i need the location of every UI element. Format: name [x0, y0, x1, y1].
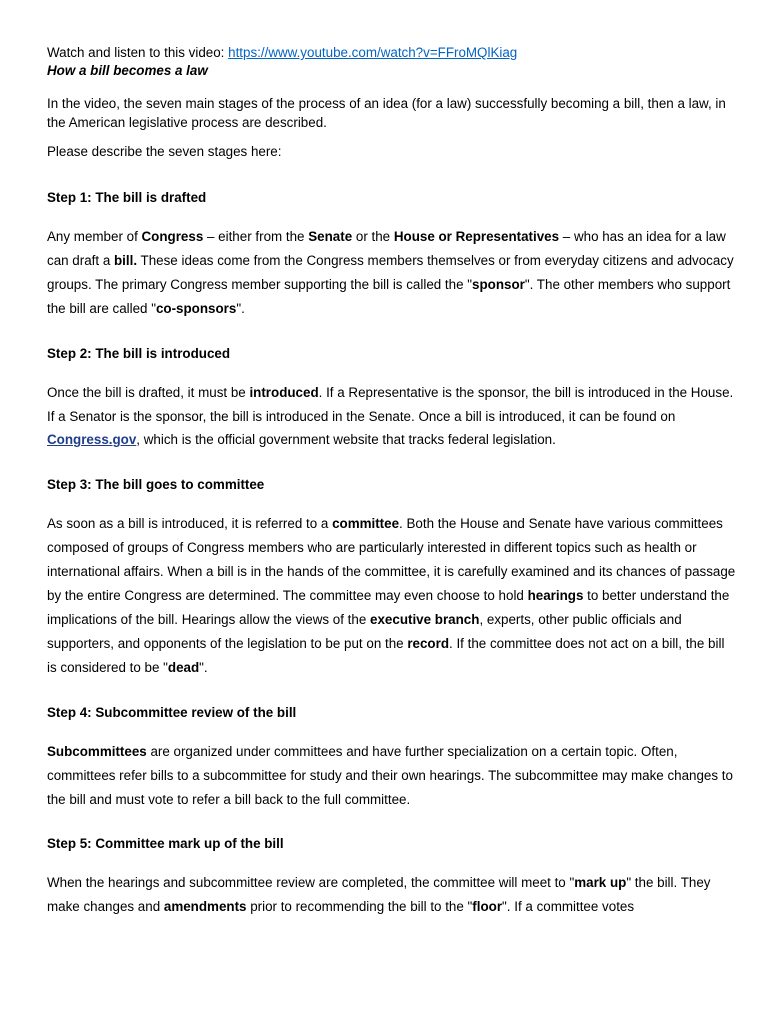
step-4-paragraph: Subcommittees are organized under committees and have further specialization on a certain topic. Often, committees refer bills to a subcommittee for study and their own hearings. The subcommittee may make changes to the bill and must vote to refer a bill back to the full committee.	[47, 743, 733, 807]
video-prefix: Watch and listen to this video:	[47, 45, 229, 60]
step-2-heading: Step 2: The bill is introduced	[47, 345, 231, 361]
document-page	[47, 44, 737, 919]
step-3-heading: Step 3: The bill goes to committee	[47, 477, 265, 493]
step-4-heading: Step 4: Subcommittee review of the bill	[47, 704, 297, 720]
step-5-heading: Step 5: Committee mark up of the bill	[47, 836, 284, 852]
video-title: How a bill becomes a law	[47, 63, 208, 78]
video-line	[47, 44, 737, 62]
congress-gov-link[interactable]: Congress.gov	[47, 432, 137, 448]
step-1-heading: Step 1: The bill is drafted	[47, 190, 207, 205]
intro-paragraph: In the video, the seven main stages of the process of an idea (for a law) successfully becoming a bill, then a law, in the American legislative process are described.	[47, 96, 726, 130]
step-1-paragraph: Any member of Congress – either from the Senate or the House or Representatives – who has an idea for a law can draft a bill. These ideas come from the Congress members themselves or from everyday citizens and advocacy groups. The primary Congress member supporting the bill is called the "sponsor". The other members who support the bill are called "co-sponsors".	[47, 229, 734, 316]
step-5-paragraph: When the hearings and subcommittee review are completed, the committee will meet to "mark up" the bill. They make changes and amendments prior to recommending the bill to the "floor". If a committee votes	[47, 875, 711, 915]
instruction-paragraph: Please describe the seven stages here:	[47, 144, 282, 159]
step-3-paragraph: As soon as a bill is introduced, it is referred to a committee. Both the House and Senate have various committees composed of groups of Congress members who are particularly interested in different topics such as health or international affairs. When a bill is in the hands of the committee, it is carefully examined and its chances of passage by the entire Congress are determined. The committee may even choose to hold hearings to better understand the implications of the bill. Hearings allow the views of the executive branch, experts, other public officials and supporters, and opponents of the legislation to be put on the record. If the committee does not act on a bill, the bill is considered to be "dead".	[47, 516, 736, 675]
video-link[interactable]: https://www.youtube.com/watch?v=FFroMQlKiag	[228, 45, 518, 60]
step-2-paragraph: Once the bill is drafted, it must be introduced. If a Representative is the sponsor, the bill is introduced in the House. If a Senator is the sponsor, the bill is introduced in the Senate. Once a bill is introduced, it can be found on Congress.gov, which is the official government website that tracks federal legislation.	[47, 384, 734, 448]
